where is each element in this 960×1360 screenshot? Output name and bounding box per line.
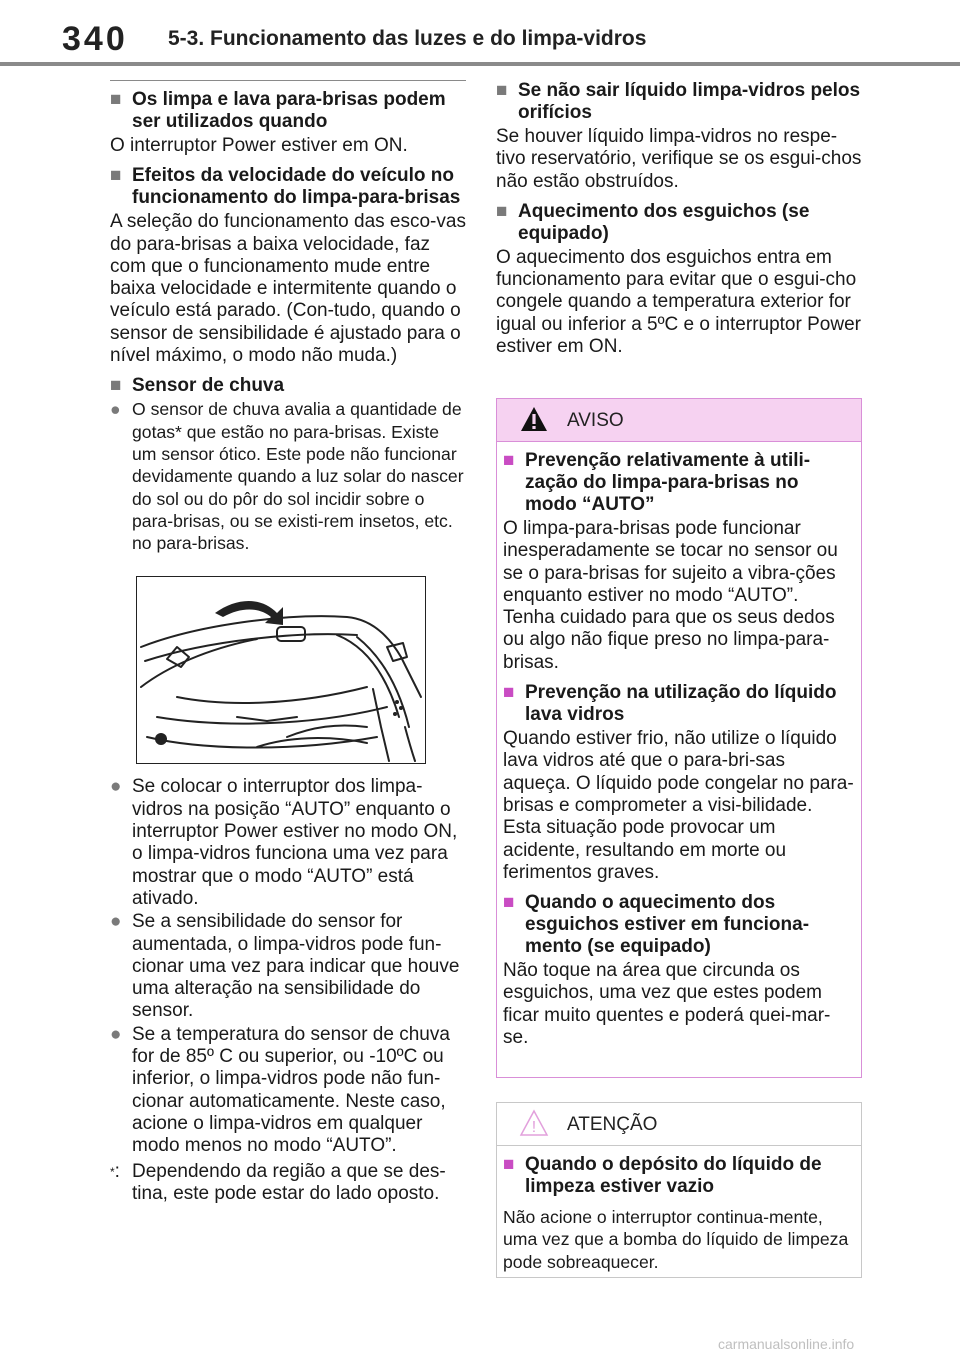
paragraph: Não acione o interruptor continua-mente, uma vez que a bomba do líquido de limpeza pode sobreaquecer. [503, 1207, 849, 1272]
warning-header [497, 399, 861, 442]
footnote [110, 1161, 466, 1206]
square-bullet-icon: ■ [503, 682, 515, 704]
heading-text: Prevenção relativamente à utili-zação do limpa-para-brisas no modo “AUTO” [525, 450, 811, 515]
section-heading [110, 89, 466, 133]
heading-text: Se não sair líquido limpa-vidros pelos orifícios [518, 80, 861, 123]
watermark: carmanualsonline.info [718, 1336, 855, 1352]
round-bullet-icon: ● [110, 911, 122, 933]
warning-triangle-icon [519, 405, 549, 433]
footnote-marker [110, 1161, 132, 1206]
warning-content [497, 450, 861, 1049]
attention-content [497, 1154, 861, 1273]
list-item-text: Se a temperatura do sensor de chuva for de 85º C ou superior, ou -10ºC ou inferior, o limpa-vidros pode não fun-cionar automaticamente. Neste caso, acione o limpa-vidros em qualquer modo menos no modo “AUTO”. [132, 1023, 450, 1157]
asterisk-mark: * [110, 1164, 115, 1179]
paragraph: O limpa-para-brisas pode funcionar inesperadamente se tocar no sensor ou se o para-brisas for sujeito a vibra-ções enquanto estiver no modo “AUTO”. Tenha cuidado para que os seus dedos ou algo não fique preso no limpa-para-brisas. [503, 518, 838, 673]
car-windshield-drawing [137, 577, 424, 762]
square-bullet-icon: ■ [503, 1154, 515, 1175]
footnote-text: Dependendo da região a que se des-tina, este pode estar do lado oposto. [132, 1160, 446, 1204]
paragraph: Se houver líquido limpa-vidros no respe-tivo reservatório, verifique se os esgui-chos não estão obstruídos. [496, 126, 862, 192]
heading-text: Quando o depósito do líquido de limpeza estiver vazio [525, 1154, 822, 1197]
list-item-text: Se a sensibilidade do sensor for aumentada, o limpa-vidros pode fun-cionar uma vez para indicar que houve uma alteração na sensibilidade do sensor. [132, 911, 460, 1022]
section-title: 5-3. Funcionamento das luzes e do limpa-vidros [168, 27, 647, 50]
list-item [110, 776, 466, 910]
heading-text: Quando o aquecimento dos esguichos estiver em funciona-mento (se equipado) [525, 892, 810, 958]
section-heading [496, 201, 862, 245]
square-bullet-icon: ■ [503, 892, 515, 914]
attention-label: ATENÇÃO [567, 1114, 658, 1135]
list-item [110, 398, 466, 554]
footnote-colon: : [114, 1160, 120, 1182]
square-bullet-icon: ■ [110, 375, 122, 397]
caution-triangle-icon [519, 1109, 549, 1137]
square-bullet-icon: ■ [110, 89, 122, 110]
heading-text: Os limpa e lava para-brisas podem ser utilizados quando [132, 89, 446, 132]
square-bullet-icon: ■ [110, 165, 122, 187]
left-column [110, 80, 466, 1205]
heading-text: Sensor de chuva [132, 375, 285, 397]
heading-text: Aquecimento dos esguichos (se equipado) [518, 200, 810, 244]
section-heading [110, 375, 466, 397]
paragraph: Não toque na área que circunda os esguichos, uma vez que estes podem ficar muito quentes e poderá quei-mar-se. [503, 960, 831, 1049]
right-column [496, 80, 862, 358]
caution-mark: ! [531, 1119, 537, 1136]
warning-label: AVISO [567, 410, 624, 431]
warning-box [496, 398, 862, 1078]
list-item [110, 1024, 466, 1158]
paragraph: O interruptor Power estiver em ON. [110, 135, 408, 156]
list-item-text: O sensor de chuva avalia a quantidade de gotas* que estão no para-brisas. Existe um sensor ótico. Este pode não funcionar devidamente quando a luz solar do nascer do sol ou do pôr do sol incidir sobre o para-brisas, ou se existi-rem insetos, etc. no para-brisas. [132, 399, 464, 554]
paragraph: O aquecimento dos esguichos entra em funcionamento para evitar que o esgui-cho congele quando a temperatura exterior for igual ou inferior a 5ºC e o interruptor Power estiver em ON. [496, 246, 861, 358]
paragraph: Quando estiver frio, não utilize o líquido lava vidros até que o para-bri-sas aqueça. O líquido pode congelar no para-brisas e comprometer a visi-bilidade. Esta situação pode provocar um acidente, resultando em morte ou ferimentos graves. [503, 728, 854, 883]
paragraph: A seleção do funcionamento das esco-vas do para-brisas a baixa velocidade, faz com que o funcionamento mude entre baixa velocidade e intermitente quando o veículo está parado. (Con-tudo, quando o sensor de sensibilidade é ajustado para o nível máximo, o modo não muda.) [110, 211, 466, 367]
list-item [110, 911, 466, 1022]
heading-text: Prevenção na utilização do líquido lava vidros [525, 682, 837, 726]
column-divider [110, 80, 466, 81]
section-heading [110, 165, 466, 209]
round-bullet-icon: ● [110, 776, 122, 798]
square-bullet-icon: ■ [496, 200, 508, 222]
section-heading [496, 80, 862, 124]
warning-heading [503, 450, 855, 516]
heading-text: Efeitos da velocidade do veículo no funcionamento do limpa-para-brisas [132, 165, 461, 209]
attention-box [496, 1102, 862, 1278]
round-bullet-icon: ● [110, 1023, 122, 1045]
warning-heading [503, 682, 855, 726]
attention-heading [503, 1154, 855, 1198]
round-bullet-icon: ● [110, 399, 121, 420]
square-bullet-icon: ■ [496, 80, 508, 101]
page-header [0, 0, 960, 68]
header-divider [0, 62, 960, 66]
warning-heading [503, 892, 855, 958]
list-item-text: Se colocar o interruptor dos limpa-vidros na posição “AUTO” enquanto o interruptor Power estiver no modo ON, o limpa-vidros funciona uma vez para mostrar que o modo “AUTO” está ativado. [132, 776, 458, 909]
square-bullet-icon: ■ [503, 450, 515, 471]
page-number: 340 [62, 20, 128, 58]
attention-header [497, 1103, 861, 1146]
rain-sensor-illustration [136, 576, 426, 764]
